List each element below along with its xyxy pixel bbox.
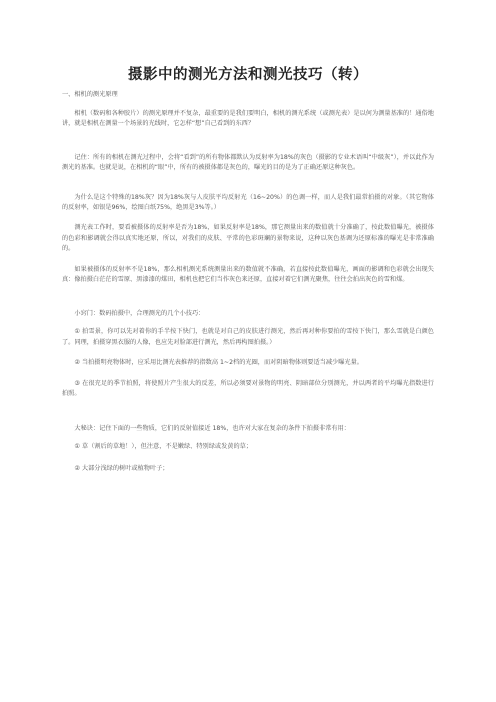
tips-heading: 小窍门：数码拍摄中，合理测光的几个小技巧： [74, 310, 205, 318]
secret-paragraph: 大秘诀：记住下面的一些物质，它们的反射值接近 18%，也许对大家在复杂的条件下拍摄非常有用： [74, 424, 350, 432]
paragraph-why-18-percent: 为什么是这个特殊的18%灰？因为18%灰与人皮肤平均反射光（16~20%）的色调一样，而人是我们最常拍摄的对象。（其它物体的反射率，如银是96%，绘图白纸75%，绝黑是3%等。） [62, 193, 434, 212]
tip-item: ① 拍雪景，你可以先对着你的手半按下快门，也就是对自己的皮肤进行测光，然后再对种你要拍的雪按下快门，那么雪就是白颜色了。同理，拍摄穿黑衣服的人像，也应先对脸部进行测光，然后再构图拍摄。） [62, 328, 434, 346]
tip-item: ③ 在很充足的季节拍照，将使照片产生很大的反差，所以必须要对景物的明亮、阴暗部位分别测光，并以两者的平均曝光指数进行拍照。 [62, 379, 434, 398]
list-item: ① 草（割后的草地！），但注意，不是嫩绿、特别绿或发黄的草； [74, 442, 253, 450]
document-title: 摄影中的测光方法和测光技巧（转） [128, 66, 368, 83]
paragraph-non-18-percent: 如果被摄体的反射率不是18%，那么相机测光系统测量出来的数值就不准确，若直接按此数值曝光，画面的影调和色彩就会出现失真：像拍摄白茫茫的雪原、黑漆漆的煤田，相机也把它们当作灰色来还原，直接对着它们测光聚焦，往往会拍出灰色的雪和煤。 [62, 265, 434, 284]
tip-item: ② 当拍摄明亮物体时，应采用比测光表推荐的指数高 1~2档的光圈，而对阴暗物体则要适当减少曝光量。 [74, 359, 363, 367]
paragraph-middle-gray: 记住：所有的相机在测光过程中，会将“看到”的所有物体都默认为反射率为18%的灰色（摄影的专业术语叫“中级灰”），并以此作为测光的基准。也就是说，在相机的“眼”中，所有的被摄体都是灰色的，曝光的目的是为了正确还原这种灰色。 [62, 153, 434, 172]
paragraph-metering-principle: 相机（数码和各种胶片）的测光原理并不复杂，最重要的是我们要明白，相机的测光系统（或测光表）是以何为测量基准的！通俗地讲，就是相机在测量一个场景的光线时，它怎样“想”自己看到的东西？ [62, 110, 434, 128]
paragraph-meter-working: 测光表工作时，要看被摄体的反射率是否为18%，如果反射率是18%，那它测量出来的数值就十分准确了，按此数值曝光，被摄体的色彩和影调就会得以真实地还原，所以，对我们的皮肤、平常的色彩斑斓的景物来说，这种以灰色基调为还原标准的曝光是非常准确的。 [62, 224, 434, 253]
list-item: ② 大部分浅绿的树叶或植物叶子； [74, 464, 169, 472]
section-heading: 一、相机的测光原理 [62, 91, 118, 98]
